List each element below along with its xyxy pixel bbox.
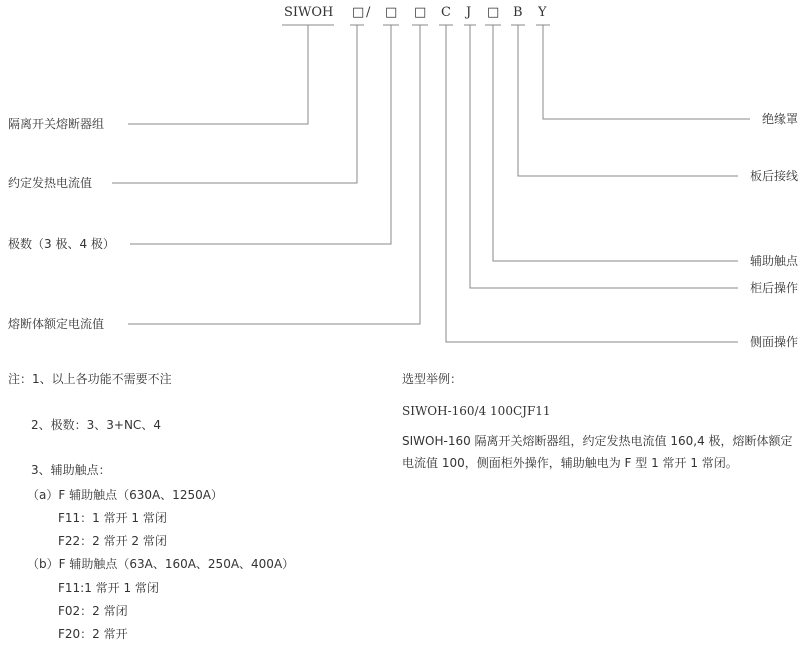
- connector-side-op: [446, 25, 738, 342]
- label-fuse-current: 熔断体额定电流值: [8, 317, 105, 331]
- code-letter-c: C: [441, 5, 451, 20]
- note-b-heading: （b）F 辅助触点（63A、160A、250A、400A）: [27, 557, 295, 571]
- label-fuse-group: 隔离开关熔断器组: [8, 117, 105, 131]
- connector-fuse-current: [128, 25, 420, 324]
- note-a-f11: F11：1 常开 1 常闭: [58, 511, 167, 525]
- note-3: 3、辅助触点：: [31, 463, 111, 477]
- label-poles: 极数（3 极、4 极）: [8, 237, 115, 251]
- connector-cabinet-rear-op: [470, 25, 738, 288]
- connector-poles: [130, 25, 391, 244]
- code-letter-j: J: [466, 5, 472, 20]
- code-slot-aux-contact: □: [487, 5, 500, 20]
- connector-insulation-cover: [543, 25, 750, 119]
- note-1: 注：1、以上各功能不需要不注: [8, 372, 172, 386]
- code-slot-poles: □: [385, 5, 398, 20]
- connector-aux-contact: [493, 25, 738, 261]
- example-title: 选型举例：: [402, 372, 463, 386]
- note-a-heading: （a）F 辅助触点（630A、1250A）: [27, 488, 223, 502]
- label-rear-wiring: 板后接线: [749, 169, 798, 183]
- label-insulation-cover: 绝缘罩: [761, 112, 798, 126]
- connector-rear-wiring: [518, 25, 738, 176]
- code-letter-b: B: [513, 5, 523, 20]
- label-thermal-current: 约定发热电流值: [8, 176, 93, 190]
- label-side-op: 侧面操作: [749, 335, 798, 349]
- label-cabinet-rear-op: 柜后操作: [749, 281, 798, 295]
- code-slot-rated-current: □: [352, 5, 365, 20]
- example-description: SIWOH-160 隔离开关熔断器组，约定发热电流值 160,4 极，熔断体额定电流值 100，侧面柜外操作，辅助触电为 F 型 1 常开 1 常闭。: [402, 434, 793, 470]
- code-slot-fuse-current: □: [414, 5, 427, 20]
- connector-fuse-group: [128, 25, 308, 124]
- code-prefix: SIWOH: [284, 5, 334, 20]
- note-b-f11: F11:1 常开 1 常闭: [58, 581, 159, 595]
- example-code: SIWOH-160/4 100CJF11: [402, 404, 551, 418]
- note-b-f02: F02：2 常闭: [58, 604, 128, 618]
- code-letter-y: Y: [538, 5, 547, 20]
- code-slash: /: [366, 5, 371, 20]
- note-2: 2、极数：3、3+NC、4: [31, 418, 161, 432]
- label-aux-contact: 辅助触点: [749, 254, 798, 268]
- note-b-f20: F20：2 常开: [58, 627, 128, 641]
- note-a-f22: F22：2 常开 2 常闭: [58, 534, 167, 548]
- connector-thermal-current: [112, 25, 357, 183]
